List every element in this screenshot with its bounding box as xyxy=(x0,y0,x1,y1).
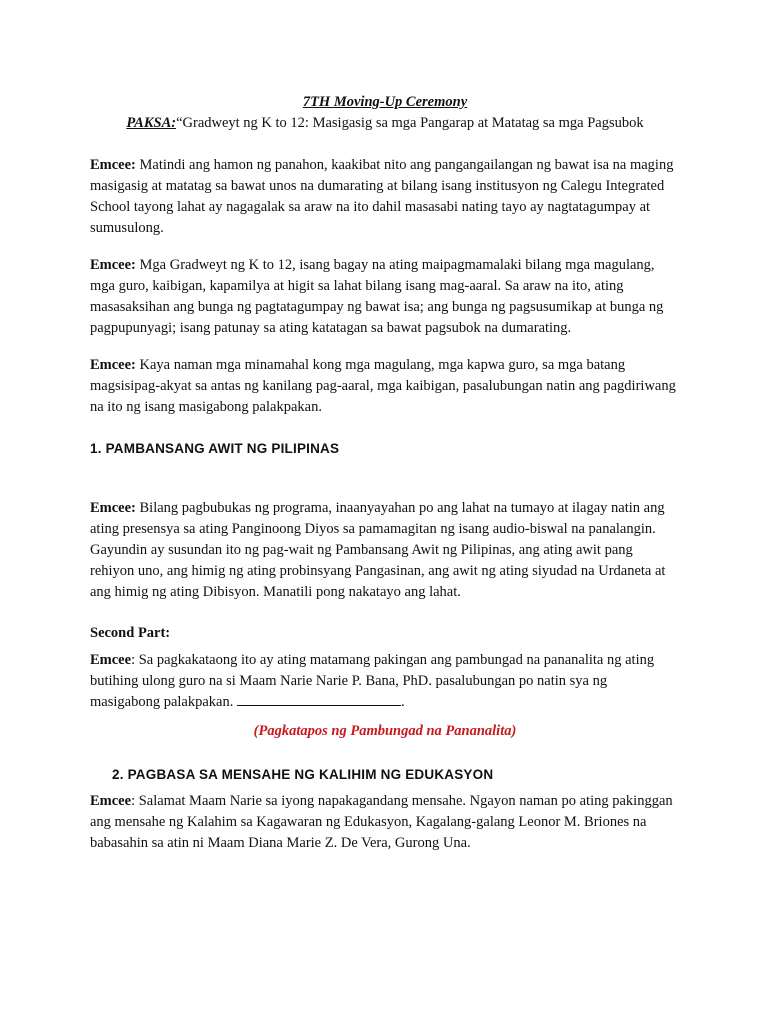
document-page xyxy=(90,92,680,854)
paksa-line xyxy=(90,113,680,134)
deped-message-text: : Salamat Maam Narie sa iyong napakagandang mensahe. Ngayon naman po ating pakinggan ang mensahe ng Kalahim sa Kagawaran ng Edukasyon, Kagalang-galang Leonor M. Briones na babasahin sa atin ni Maam Diana Marie Z. De Vera, Gurong Una. xyxy=(90,793,673,851)
section-heading-anthem: 1. PAMBANSANG AWIT NG PILIPINAS xyxy=(90,441,340,456)
emcee-label: Emcee xyxy=(90,652,132,668)
paksa-label: PAKSA: xyxy=(126,115,177,131)
section-heading-deped-message: 2. PAGBASA SA MENSAHE NG KALIHIM NG EDUKASYON xyxy=(112,767,494,782)
intro-text-3: Kaya naman mga minamahal kong mga magulang, mga kapwa guro, sa mga batang magsisipag-akyat sa antas ng kanilang pag-aaral, mga kaibigan, pasalubungan natin ang pagdiriwang na ito ng isang masigabong palakpakan. xyxy=(90,357,676,415)
intro-text-2: Mga Gradweyt ng K to 12, isang bagay na ating maipagmamalaki bilang mga magulang, mga guro, kaibigan, kapamilya at higit sa lahat bilang isang mag-aaral. Sa araw na ito, ating masasaksihan ang bunga ng pagtatagumpay ng bawat isa; ang bunga ng pagsusumikap at bunga ng pagpupunyagi; isang patunay sa ating katatagan sa bawat pagsubok na dumarating. xyxy=(90,257,664,336)
anthem-paragraph xyxy=(90,498,680,603)
blank-line xyxy=(237,692,401,706)
second-part-heading: Second Part: xyxy=(90,625,171,641)
second-part-paragraph xyxy=(90,650,680,713)
document-title: 7TH Moving-Up Ceremony xyxy=(302,94,468,110)
emcee-label: Emcee: xyxy=(90,157,136,173)
anthem-text: Bilang pagbubukas ng programa, inaanyayahan po ang lahat na tumayo at ilagay natin ang ating presensya sa ating Panginoong Diyos sa pamamagitan ng isang audio-biswal na panalangin. Gayundin ay susundan ito ng pag-wait ng Pambansang Awit ng Pilipinas, ang ating awit pang rehiyon uno, ang himig ng ating probinsyang Pangasinan, ang awit ng ating siyudad na Urdaneta at ang himig ng ating Dibisyon. Manatili pong nakatayo ang lahat. xyxy=(90,500,666,600)
intro-paragraph-1 xyxy=(90,155,680,239)
paksa-text: “Gradweyt ng K to 12: Masigasig sa mga Pangarap at Matatag sa mga Pagsubok xyxy=(176,115,644,131)
emcee-label: Emcee: xyxy=(90,357,136,373)
intro-text-1: Matindi ang hamon ng panahon, kaakibat nito ang pangangailangan ng bawat isa na maging masigasig at matatag sa bawat unos na dumarating at bilang isang institusyon ng Calegu Integrated School tayong lahat ay nagagalak sa araw na ito dahil masasabi nating tayo ay nagtatagumpay at sumusulong. xyxy=(90,157,674,236)
emcee-label: Emcee: xyxy=(90,257,136,273)
intro-paragraph-2 xyxy=(90,255,680,339)
emcee-label: Emcee xyxy=(90,793,132,809)
deped-message-paragraph xyxy=(90,791,680,854)
emcee-label: Emcee: xyxy=(90,500,136,516)
blank-line-end: . xyxy=(400,694,405,710)
intro-paragraph-3 xyxy=(90,355,680,418)
second-part-text: : Sa pagkakataong ito ay ating matamang pakingan ang pambungad na pananalita ng ating butihing ulong guro na si Maam Narie Narie P. Bana, PhD. pasalubungan po natin sya ng masigabong palakpakan. xyxy=(90,652,655,710)
stage-direction-note: (Pagkatapos ng Pambungad na Pananalita) xyxy=(253,723,517,739)
